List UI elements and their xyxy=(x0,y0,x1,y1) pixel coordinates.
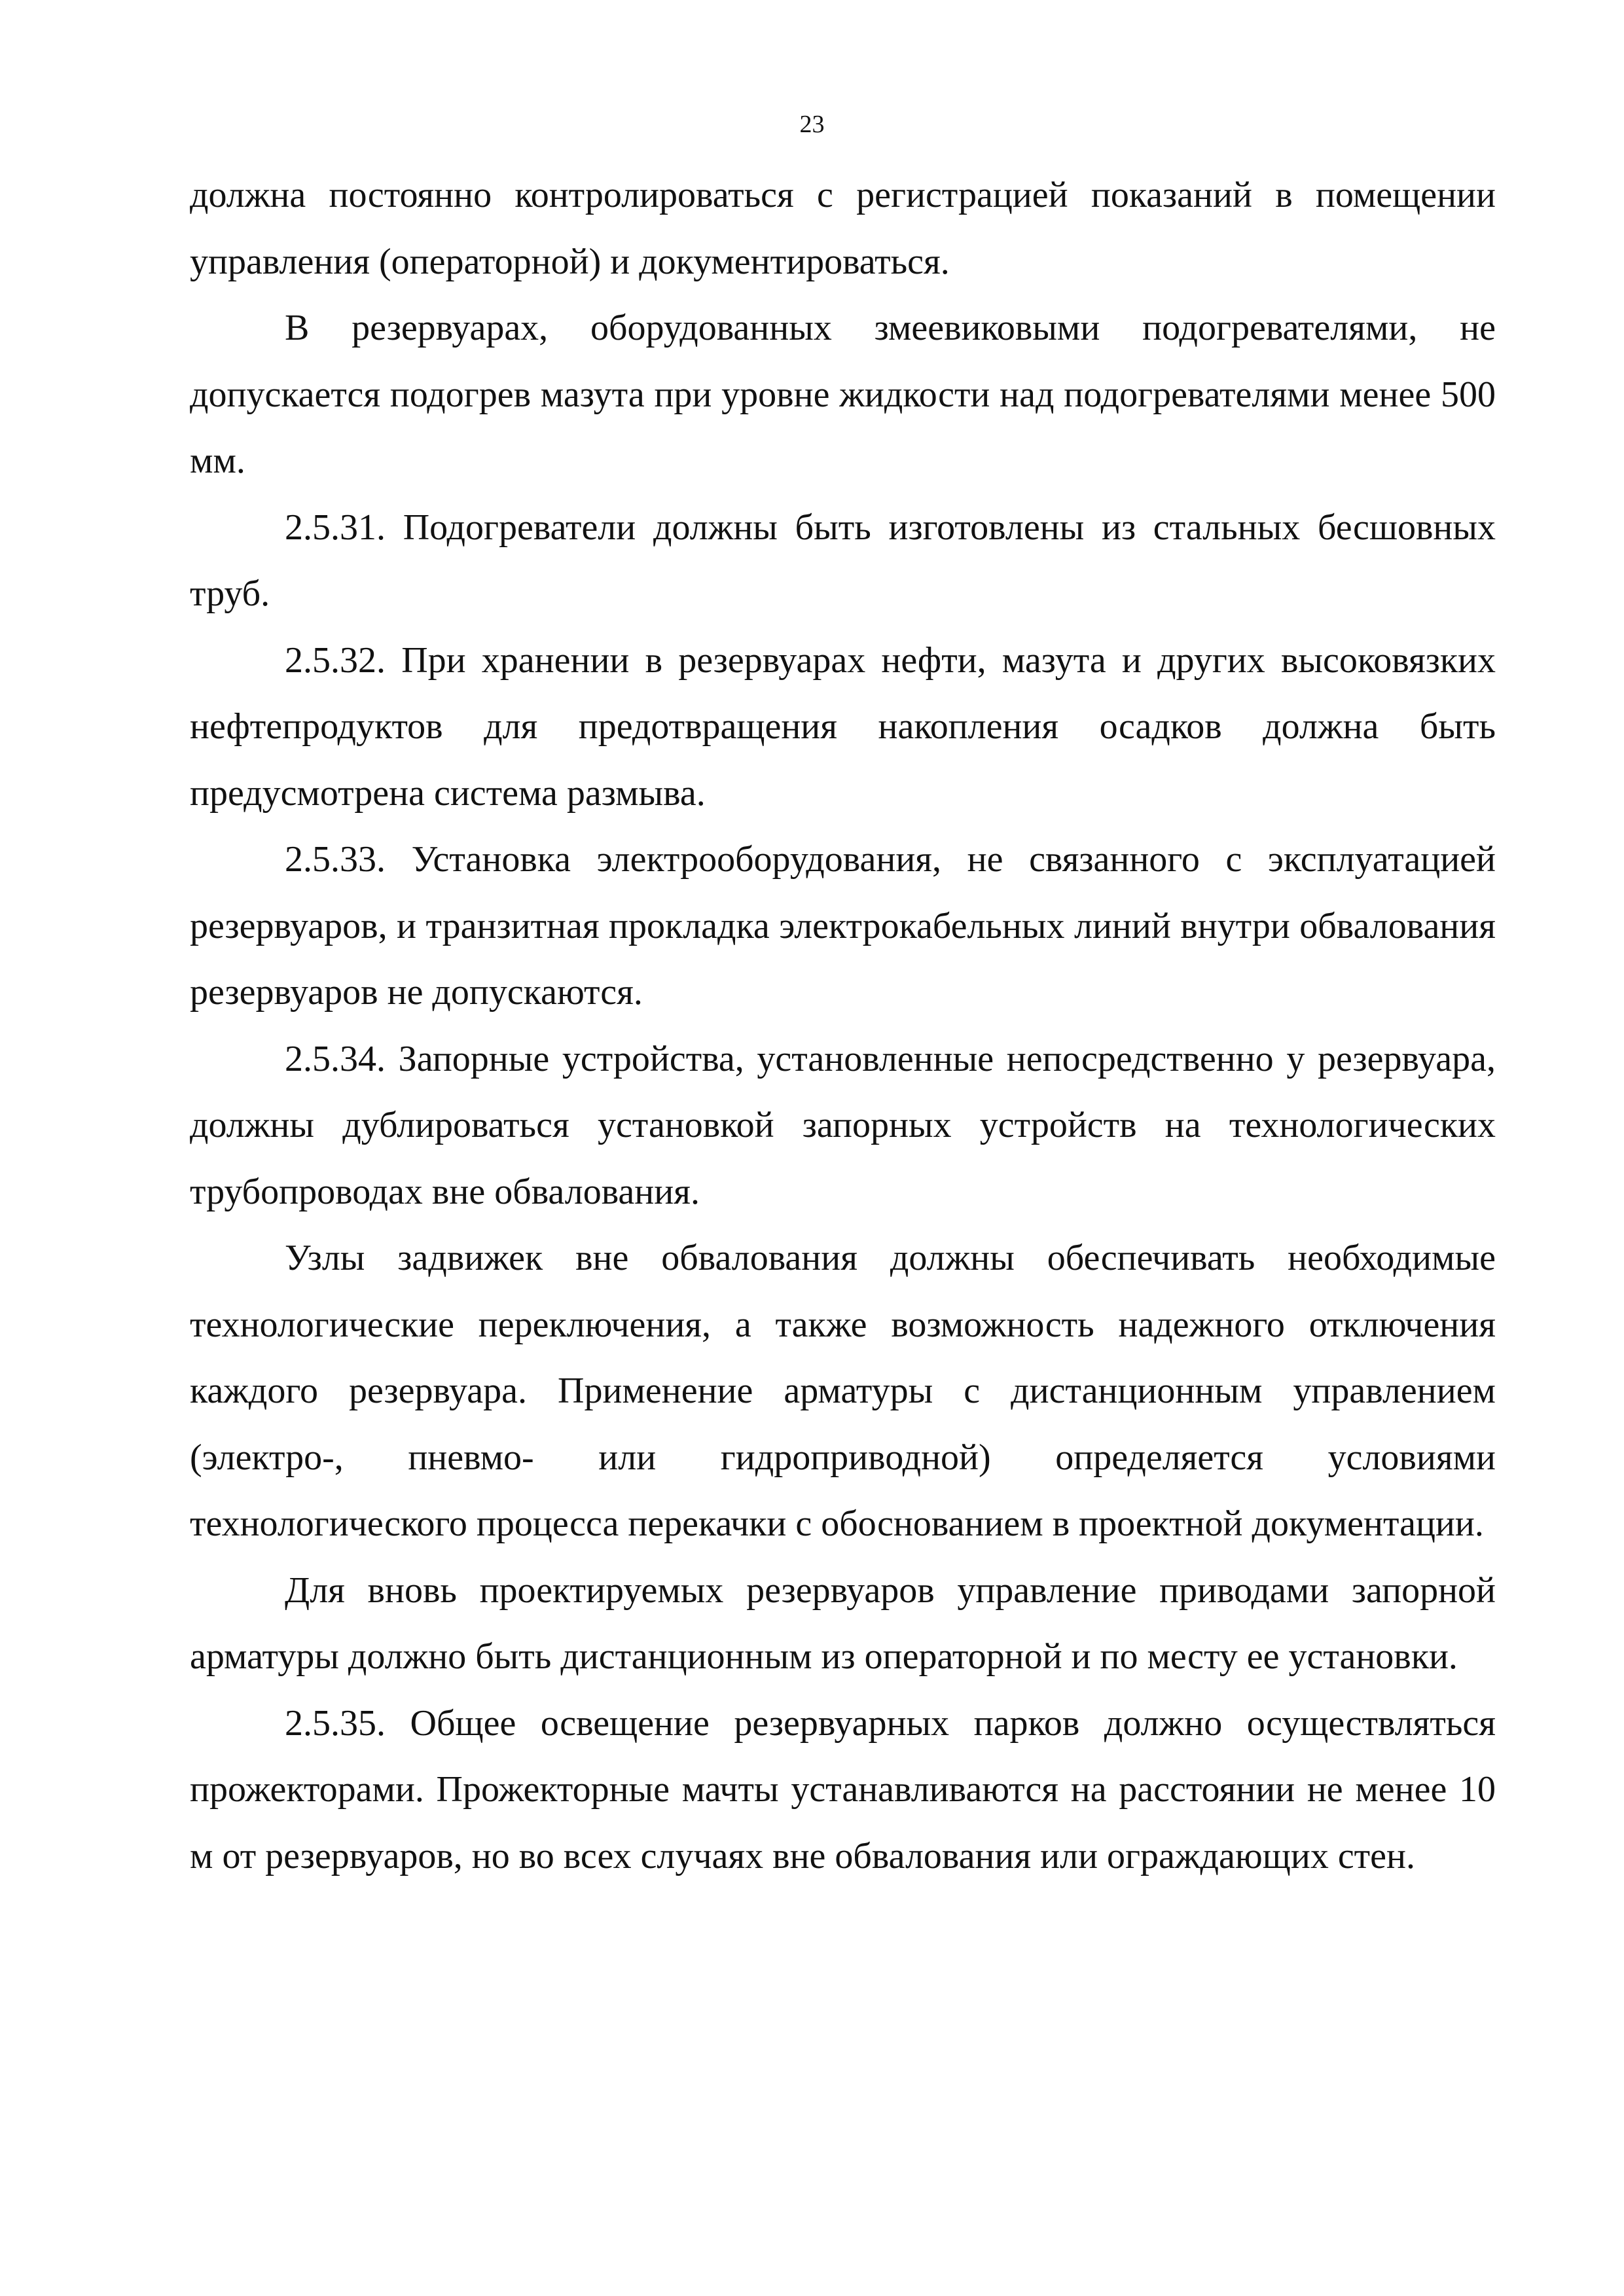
paragraph-2-5-31: 2.5.31. Подогреватели должны быть изготовлены из стальных бесшовных труб. xyxy=(190,507,1496,614)
paragraph-2-5-32: 2.5.32. При хранении в резервуарах нефти, мазута и других высоковязких нефтепродуктов для предотвращения накопления осадков должна быть предусмотрена система размыва. xyxy=(190,639,1496,814)
paragraph-valve-nodes: Узлы задвижек вне обвалования должны обеспечивать необходимые технологические переключения, а также возможность надежного отключения каждого резервуара. Применение арматуры с дистанционным управлением (электро-, пневмо- или гидроприводной) определяется условиями технологического процесса перекачки с обоснованием в проектной документации. xyxy=(190,1238,1496,1544)
paragraph-heaters-level: В резервуарах, оборудованных змеевиковыми подогревателями, не допускается подогрев мазута при уровне жидкости над подогревателями менее 500 мм. xyxy=(190,308,1496,481)
paragraph-2-5-33: 2.5.33. Установка электрооборудования, не связанного с эксплуатацией резервуаров, и транзитная прокладка электрокабельных линий внутри обвалования резервуаров не допускаются. xyxy=(190,839,1496,1013)
page-body xyxy=(190,162,1496,1890)
paragraph-2-5-35: 2.5.35. Общее освещение резервуарных парков должно осуществляться прожекторами. Прожекторные мачты устанавливаются на расстоянии не менее 10 м от резервуаров, но во всех случаях вне обвалования или ограждающих стен. xyxy=(190,1702,1496,1876)
paragraph-2-5-34: 2.5.34. Запорные устройства, установленные непосредственно у резервуара, должны дублироваться установкой запорных устройств на технологических трубопроводах вне обвалования. xyxy=(190,1038,1496,1212)
paragraph-remote-control: Для вновь проектируемых резервуаров управление приводами запорной арматуры должно быть дистанционным из операторной и по месту ее установки. xyxy=(190,1570,1496,1677)
page-number: 23 xyxy=(799,111,825,138)
paragraph-continuation: должна постоянно контролироваться с регистрацией показаний в помещении управления (операторной) и документироваться. xyxy=(190,175,1496,282)
